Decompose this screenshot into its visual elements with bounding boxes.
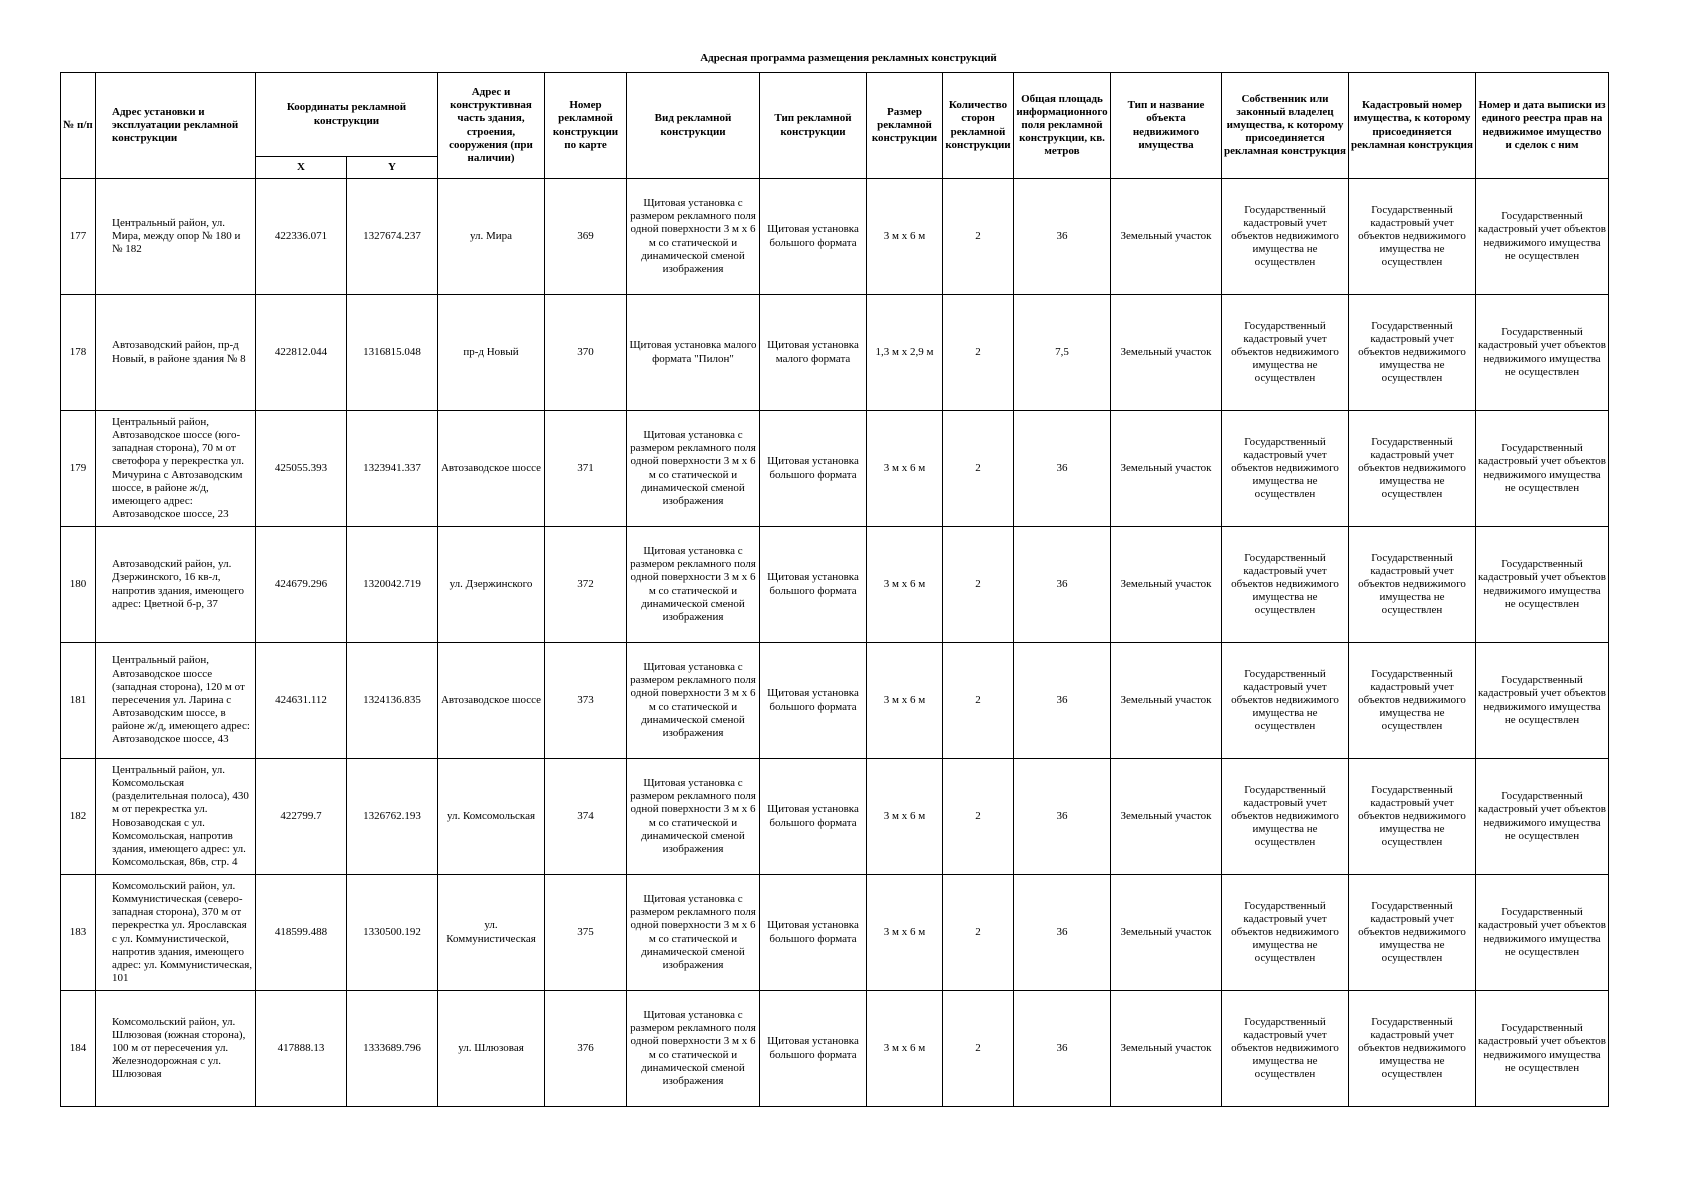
cell-property: Земельный участок bbox=[1111, 527, 1222, 643]
cell-map-number: 374 bbox=[545, 759, 627, 875]
cell-x: 417888.13 bbox=[256, 991, 347, 1107]
cell-y: 1327674.237 bbox=[347, 179, 438, 295]
header-coords: Координаты рекламной конструкции bbox=[256, 73, 438, 157]
cell-sides: 2 bbox=[943, 527, 1014, 643]
cell-cadastral: Государственный кадастровый учет объектов недвижимого имущества не осуществлен bbox=[1349, 991, 1476, 1107]
cell-size: 3 м х 6 м bbox=[867, 875, 943, 991]
cell-registry: Государственный кадастровый учет объектов недвижимого имущества не осуществлен bbox=[1476, 411, 1609, 527]
cell-map-number: 371 bbox=[545, 411, 627, 527]
cell-y: 1333689.796 bbox=[347, 991, 438, 1107]
cell-y: 1316815.048 bbox=[347, 295, 438, 411]
cell-x: 418599.488 bbox=[256, 875, 347, 991]
cell-address: Комсомольский район, ул. Шлюзовая (южная сторона), 100 м от пересечения ул. Железнодорожная с ул. Шлюзовая bbox=[96, 991, 256, 1107]
cell-area: 36 bbox=[1014, 875, 1111, 991]
cell-y: 1324136.835 bbox=[347, 643, 438, 759]
cell-address: Центральный район, ул. Мира, между опор № 180 и № 182 bbox=[96, 179, 256, 295]
table-row bbox=[61, 179, 1609, 295]
cell-sides: 2 bbox=[943, 179, 1014, 295]
table-row bbox=[61, 411, 1609, 527]
cell-y: 1326762.193 bbox=[347, 759, 438, 875]
cell-num: 179 bbox=[61, 411, 96, 527]
cell-registry: Государственный кадастровый учет объектов недвижимого имущества не осуществлен bbox=[1476, 991, 1609, 1107]
cell-property: Земельный участок bbox=[1111, 991, 1222, 1107]
header-cadastral: Кадастровый номер имущества, к которому присоединяется рекламная конструкция bbox=[1349, 73, 1476, 179]
cell-address: Центральный район, Автозаводское шоссе (юго-западная сторона), 70 м от светофора у перекрестка ул. Мичурина с Автозаводским шоссе, в районе ж/д, имеющего адрес: Автозаводское шоссе, 23 bbox=[96, 411, 256, 527]
cell-address: Центральный район, Автозаводское шоссе (западная сторона), 120 м от пересечения ул. Ларина с Автозаводским шоссе, в районе ж/д, имеющего адрес: Автозаводское шоссе, 43 bbox=[96, 643, 256, 759]
cell-address: Автозаводский район, пр-д Новый, в районе здания № 8 bbox=[96, 295, 256, 411]
cell-cadastral: Государственный кадастровый учет объектов недвижимого имущества не осуществлен bbox=[1349, 643, 1476, 759]
cell-kind: Щитовая установка с размером рекламного поля одной поверхности 3 м х 6 м со статической и динамической сменой изображения bbox=[627, 759, 760, 875]
cell-cadastral: Государственный кадастровый учет объектов недвижимого имущества не осуществлен bbox=[1349, 411, 1476, 527]
cell-area: 36 bbox=[1014, 991, 1111, 1107]
table-row bbox=[61, 875, 1609, 991]
cell-size: 3 м х 6 м bbox=[867, 411, 943, 527]
cell-building: ул. Шлюзовая bbox=[438, 991, 545, 1107]
cell-registry: Государственный кадастровый учет объектов недвижимого имущества не осуществлен bbox=[1476, 643, 1609, 759]
cell-registry: Государственный кадастровый учет объектов недвижимого имущества не осуществлен bbox=[1476, 875, 1609, 991]
cell-num: 181 bbox=[61, 643, 96, 759]
cell-x: 424679.296 bbox=[256, 527, 347, 643]
cell-owner: Государственный кадастровый учет объектов недвижимого имущества не осуществлен bbox=[1222, 991, 1349, 1107]
cell-type: Щитовая установка большого формата bbox=[760, 875, 867, 991]
cell-map-number: 373 bbox=[545, 643, 627, 759]
cell-registry: Государственный кадастровый учет объектов недвижимого имущества не осуществлен bbox=[1476, 179, 1609, 295]
header-address: Адрес установки и эксплуатации рекламной конструкции bbox=[96, 73, 256, 179]
table-row bbox=[61, 643, 1609, 759]
cell-property: Земельный участок bbox=[1111, 643, 1222, 759]
cell-building: ул. Коммунистическая bbox=[438, 875, 545, 991]
header-registry: Номер и дата выписки из единого реестра прав на недвижимое имущество и сделок с ним bbox=[1476, 73, 1609, 179]
cell-area: 36 bbox=[1014, 643, 1111, 759]
document-title: Адресная программа размещения рекламных конструкций bbox=[700, 52, 997, 64]
cell-sides: 2 bbox=[943, 759, 1014, 875]
table-row bbox=[61, 991, 1609, 1107]
cell-property: Земельный участок bbox=[1111, 411, 1222, 527]
cell-registry: Государственный кадастровый учет объектов недвижимого имущества не осуществлен bbox=[1476, 527, 1609, 643]
cell-sides: 2 bbox=[943, 411, 1014, 527]
cell-area: 36 bbox=[1014, 759, 1111, 875]
advertising-program-table bbox=[60, 72, 1609, 1107]
cell-map-number: 372 bbox=[545, 527, 627, 643]
header-type: Тип рекламной конструкции bbox=[760, 73, 867, 179]
cell-owner: Государственный кадастровый учет объектов недвижимого имущества не осуществлен bbox=[1222, 759, 1349, 875]
cell-building: ул. Мира bbox=[438, 179, 545, 295]
cell-size: 3 м х 6 м bbox=[867, 991, 943, 1107]
cell-cadastral: Государственный кадастровый учет объектов недвижимого имущества не осуществлен bbox=[1349, 527, 1476, 643]
cell-y: 1320042.719 bbox=[347, 527, 438, 643]
cell-building: Автозаводское шоссе bbox=[438, 411, 545, 527]
cell-address: Центральный район, ул. Комсомольская (разделительная полоса), 430 м от перекрестка ул. Новозаводская с ул. Комсомольская, напротив здания, имеющего адрес: ул. Комсомольская, 86в, стр. 4 bbox=[96, 759, 256, 875]
header-area: Общая площадь информационного поля рекламной конструкции, кв. метров bbox=[1014, 73, 1111, 179]
cell-type: Щитовая установка большого формата bbox=[760, 643, 867, 759]
cell-map-number: 375 bbox=[545, 875, 627, 991]
cell-y: 1323941.337 bbox=[347, 411, 438, 527]
cell-kind: Щитовая установка с размером рекламного поля одной поверхности 3 м х 6 м со статической и динамической сменой изображения bbox=[627, 179, 760, 295]
cell-property: Земельный участок bbox=[1111, 875, 1222, 991]
header-kind: Вид рекламной конструкции bbox=[627, 73, 760, 179]
cell-cadastral: Государственный кадастровый учет объектов недвижимого имущества не осуществлен bbox=[1349, 295, 1476, 411]
cell-cadastral: Государственный кадастровый учет объектов недвижимого имущества не осуществлен bbox=[1349, 179, 1476, 295]
cell-property: Земельный участок bbox=[1111, 295, 1222, 411]
cell-kind: Щитовая установка с размером рекламного поля одной поверхности 3 м х 6 м со статической и динамической сменой изображения bbox=[627, 643, 760, 759]
cell-size: 1,3 м х 2,9 м bbox=[867, 295, 943, 411]
header-sides: Количество сторон рекламной конструкции bbox=[943, 73, 1014, 179]
cell-sides: 2 bbox=[943, 991, 1014, 1107]
cell-num: 183 bbox=[61, 875, 96, 991]
cell-address: Автозаводский район, ул. Дзержинского, 16 кв-л, напротив здания, имеющего адрес: Цветной б-р, 37 bbox=[96, 527, 256, 643]
header-x: X bbox=[256, 157, 347, 179]
cell-x: 425055.393 bbox=[256, 411, 347, 527]
cell-sides: 2 bbox=[943, 643, 1014, 759]
cell-owner: Государственный кадастровый учет объектов недвижимого имущества не осуществлен bbox=[1222, 295, 1349, 411]
cell-map-number: 370 bbox=[545, 295, 627, 411]
cell-building: пр-д Новый bbox=[438, 295, 545, 411]
cell-owner: Государственный кадастровый учет объектов недвижимого имущества не осуществлен bbox=[1222, 643, 1349, 759]
cell-owner: Государственный кадастровый учет объектов недвижимого имущества не осуществлен bbox=[1222, 411, 1349, 527]
cell-size: 3 м х 6 м bbox=[867, 179, 943, 295]
header-owner: Собственник или законный владелец имущества, к которому присоединяется рекламная конструкция bbox=[1222, 73, 1349, 179]
cell-x: 422799.7 bbox=[256, 759, 347, 875]
header-size: Размер рекламной конструкции bbox=[867, 73, 943, 179]
cell-building: Автозаводское шоссе bbox=[438, 643, 545, 759]
cell-x: 422812.044 bbox=[256, 295, 347, 411]
cell-sides: 2 bbox=[943, 875, 1014, 991]
cell-type: Щитовая установка большого формата bbox=[760, 179, 867, 295]
cell-num: 182 bbox=[61, 759, 96, 875]
cell-address: Комсомольский район, ул. Коммунистическая (северо-западная сторона), 370 м от перекрестка ул. Ярославская с ул. Коммунистической, напротив здания, имеющего адрес: ул. Коммунистическая, 101 bbox=[96, 875, 256, 991]
cell-area: 36 bbox=[1014, 179, 1111, 295]
cell-map-number: 376 bbox=[545, 991, 627, 1107]
cell-size: 3 м х 6 м bbox=[867, 527, 943, 643]
cell-num: 177 bbox=[61, 179, 96, 295]
cell-area: 36 bbox=[1014, 411, 1111, 527]
cell-y: 1330500.192 bbox=[347, 875, 438, 991]
cell-area: 7,5 bbox=[1014, 295, 1111, 411]
cell-size: 3 м х 6 м bbox=[867, 643, 943, 759]
cell-property: Земельный участок bbox=[1111, 759, 1222, 875]
cell-owner: Государственный кадастровый учет объектов недвижимого имущества не осуществлен bbox=[1222, 179, 1349, 295]
cell-map-number: 369 bbox=[545, 179, 627, 295]
header-map-number: Номер рекламной конструкции по карте bbox=[545, 73, 627, 179]
cell-type: Щитовая установка большого формата bbox=[760, 991, 867, 1107]
cell-size: 3 м х 6 м bbox=[867, 759, 943, 875]
cell-kind: Щитовая установка с размером рекламного поля одной поверхности 3 м х 6 м со статической и динамической сменой изображения bbox=[627, 527, 760, 643]
cell-owner: Государственный кадастровый учет объектов недвижимого имущества не осуществлен bbox=[1222, 875, 1349, 991]
header-y: Y bbox=[347, 157, 438, 179]
cell-cadastral: Государственный кадастровый учет объектов недвижимого имущества не осуществлен bbox=[1349, 875, 1476, 991]
cell-registry: Государственный кадастровый учет объектов недвижимого имущества не осуществлен bbox=[1476, 759, 1609, 875]
cell-type: Щитовая установка большого формата bbox=[760, 411, 867, 527]
cell-building: ул. Комсомольская bbox=[438, 759, 545, 875]
cell-property: Земельный участок bbox=[1111, 179, 1222, 295]
cell-kind: Щитовая установка с размером рекламного поля одной поверхности 3 м х 6 м со статической и динамической сменой изображения bbox=[627, 991, 760, 1107]
cell-kind: Щитовая установка с размером рекламного поля одной поверхности 3 м х 6 м со статической и динамической сменой изображения bbox=[627, 411, 760, 527]
cell-registry: Государственный кадастровый учет объектов недвижимого имущества не осуществлен bbox=[1476, 295, 1609, 411]
table-row bbox=[61, 759, 1609, 875]
table-body bbox=[61, 179, 1609, 1107]
cell-cadastral: Государственный кадастровый учет объектов недвижимого имущества не осуществлен bbox=[1349, 759, 1476, 875]
cell-building: ул. Дзержинского bbox=[438, 527, 545, 643]
cell-x: 422336.071 bbox=[256, 179, 347, 295]
cell-num: 180 bbox=[61, 527, 96, 643]
table-row bbox=[61, 527, 1609, 643]
cell-sides: 2 bbox=[943, 295, 1014, 411]
header-property: Тип и название объекта недвижимого имущества bbox=[1111, 73, 1222, 179]
cell-type: Щитовая установка большого формата bbox=[760, 759, 867, 875]
cell-num: 178 bbox=[61, 295, 96, 411]
cell-owner: Государственный кадастровый учет объектов недвижимого имущества не осуществлен bbox=[1222, 527, 1349, 643]
header-num: № п/п bbox=[61, 73, 96, 179]
table-header bbox=[61, 73, 1609, 179]
cell-type: Щитовая установка малого формата bbox=[760, 295, 867, 411]
cell-kind: Щитовая установка с размером рекламного поля одной поверхности 3 м х 6 м со статической и динамической сменой изображения bbox=[627, 875, 760, 991]
cell-num: 184 bbox=[61, 991, 96, 1107]
table-row bbox=[61, 295, 1609, 411]
cell-kind: Щитовая установка малого формата "Пилон" bbox=[627, 295, 760, 411]
header-building: Адрес и конструктивная часть здания, строения, сооружения (при наличии) bbox=[438, 73, 545, 179]
cell-type: Щитовая установка большого формата bbox=[760, 527, 867, 643]
cell-area: 36 bbox=[1014, 527, 1111, 643]
cell-x: 424631.112 bbox=[256, 643, 347, 759]
